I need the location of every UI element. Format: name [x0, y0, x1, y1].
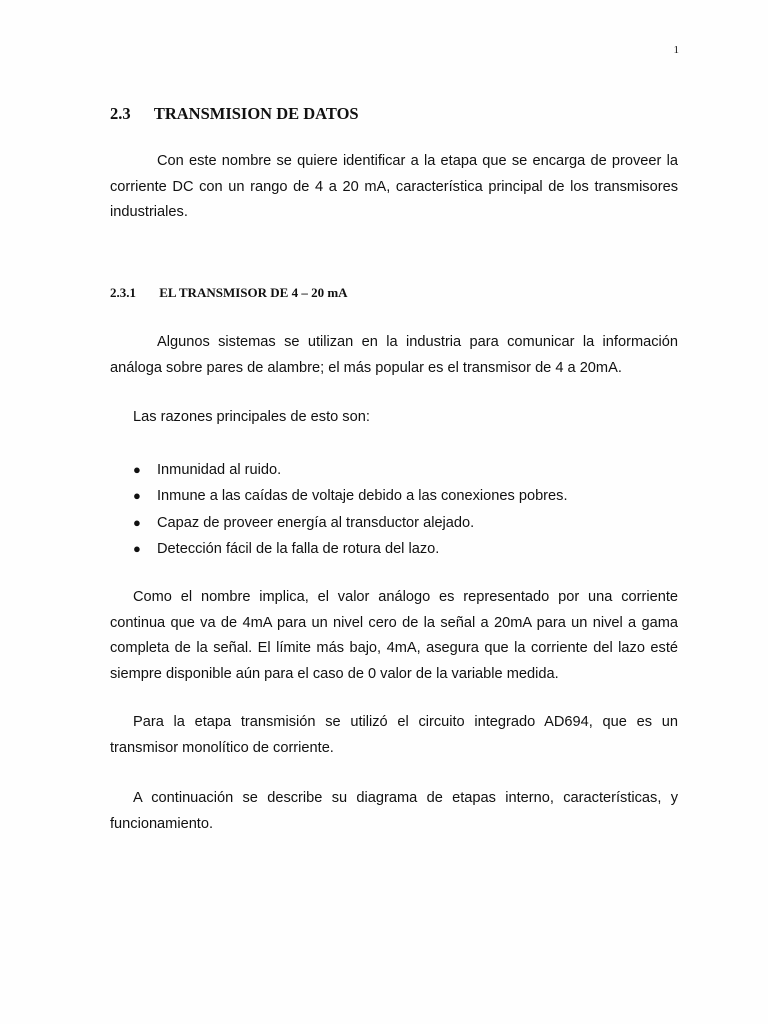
- section-heading: [110, 104, 359, 124]
- bullet-icon: ●: [133, 514, 141, 530]
- list-item: ● Inmune a las caídas de voltaje debido a las conexiones pobres.: [110, 483, 678, 509]
- list-item: ● Detección fácil de la falla de rotura del lazo.: [110, 536, 678, 562]
- bullet-icon: ●: [133, 540, 141, 556]
- reasons-list: [110, 457, 678, 562]
- list-item: ● Capaz de proveer energía al transductor alejado.: [110, 510, 678, 536]
- bullet-icon: ●: [133, 462, 141, 477]
- paragraph-3: Para la etapa transmisión se utilizó el circuito integrado AD694, que es un transmisor monolítico de corriente.: [110, 714, 678, 756]
- paragraph-4: A continuación se describe su diagrama de etapas interno, características, y funcionamiento.: [110, 790, 678, 832]
- page-number: 1: [673, 44, 679, 56]
- subsection-number: 2.3.1: [110, 285, 136, 300]
- reasons-intro: Las razones principales de esto son:: [133, 409, 370, 425]
- subsection-title: EL TRANSMISOR DE 4 – 20 mA: [159, 285, 348, 300]
- subsection-heading: [110, 285, 348, 301]
- paragraph-1: Algunos sistemas se utilizan en la industria para comunicar la información análoga sobre pares de alambre; el más popular es el transmisor de 4 a 20mA.: [110, 334, 678, 376]
- paragraph-2: Como el nombre implica, el valor análogo es representado por una corriente continua que va de 4mA para un nivel cero de la señal a 20mA para un nivel a gama completa de la señal. El límite más bajo, 4mA, asegura que la corriente del lazo esté siempre disponible aún para el caso de 0 valor de la variable medida.: [110, 589, 678, 682]
- list-item: ● Inmunidad al ruido.: [110, 457, 678, 483]
- section-title: TRANSMISION DE DATOS: [153, 104, 359, 123]
- section-intro-paragraph: Con este nombre se quiere identificar a la etapa que se encarga de proveer la corriente DC con un rango de 4 a 20 mA, característica principal de los transmisores industriales.: [110, 153, 678, 220]
- section-number: 2.3: [110, 104, 131, 123]
- bullet-icon: ●: [133, 488, 141, 504]
